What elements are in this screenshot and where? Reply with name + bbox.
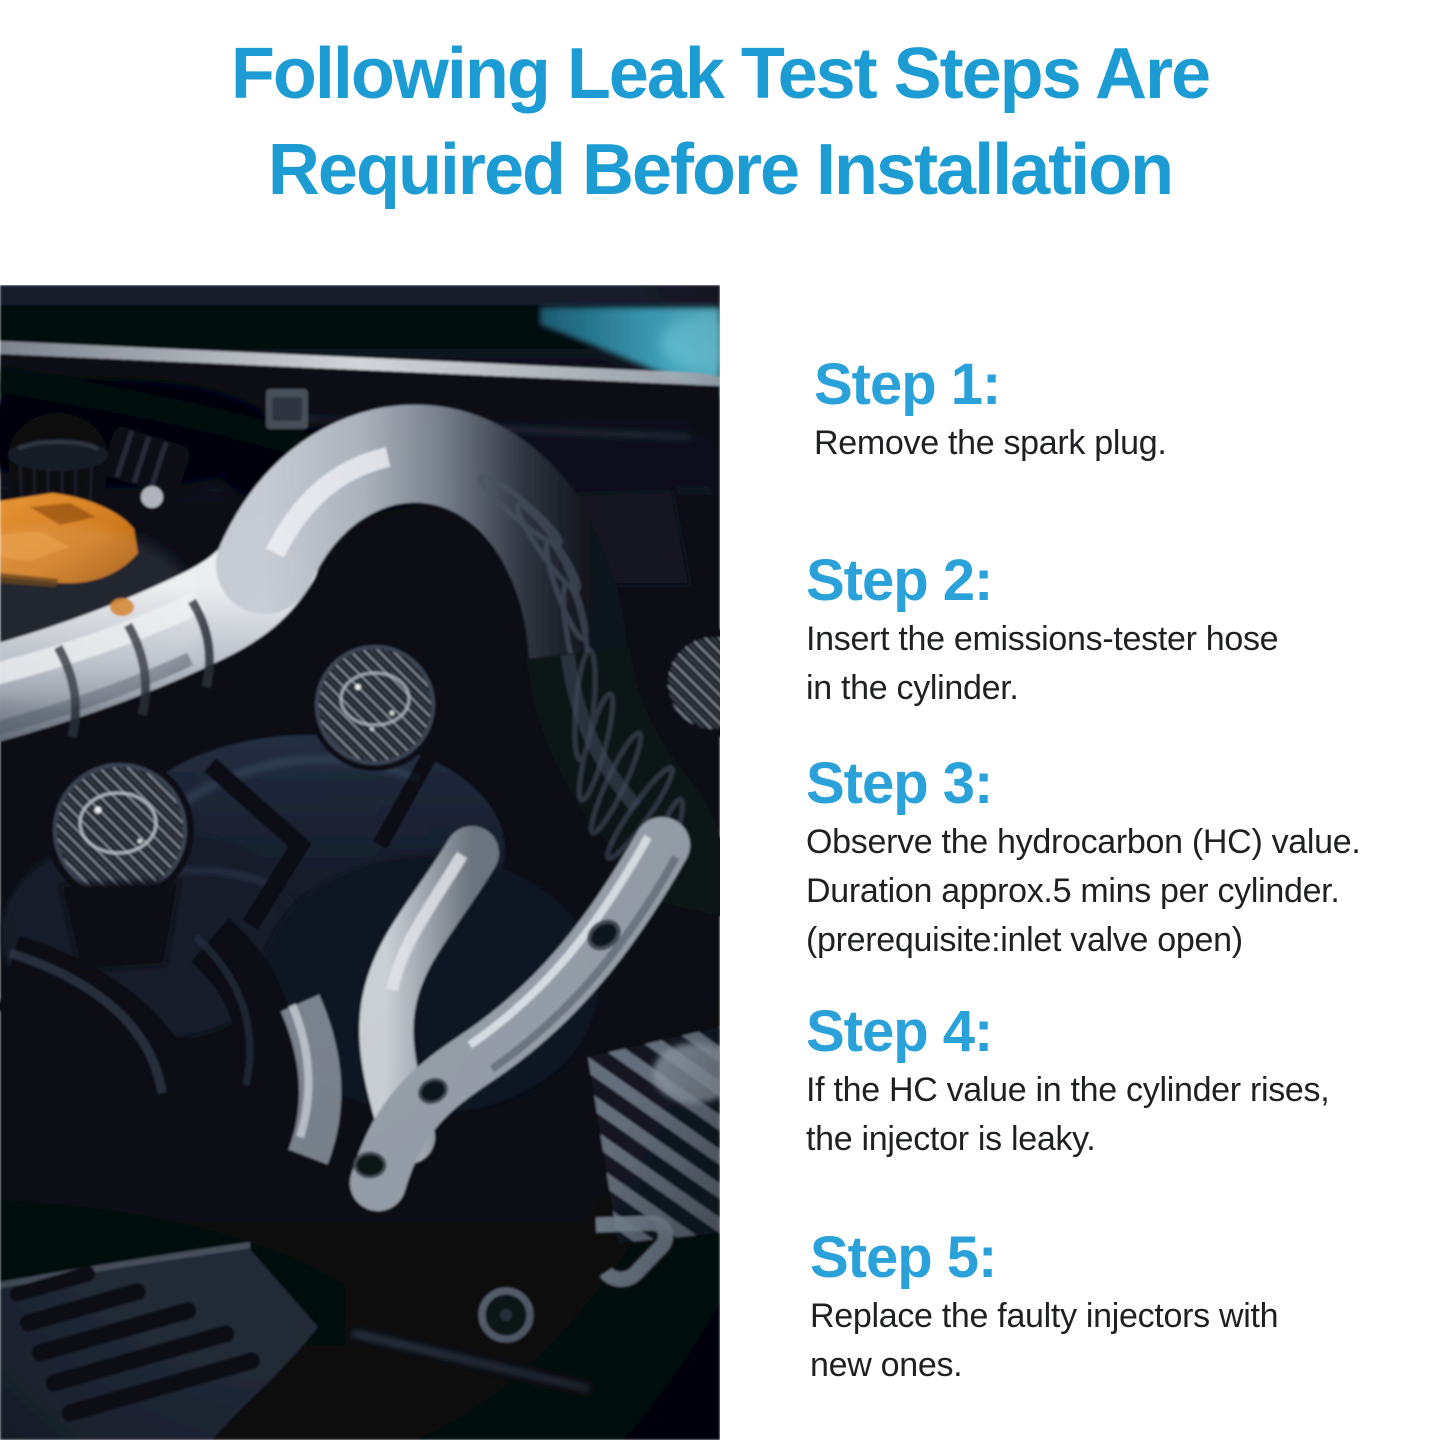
page-title-line2: Required Before Installation <box>267 130 1173 210</box>
step-5-line: Replace the faulty injectors with <box>810 1297 1279 1335</box>
step-5-line: new ones. <box>810 1346 963 1384</box>
step-4-heading: Step 4: <box>806 999 993 1064</box>
step-4 <box>806 1001 1329 1164</box>
step-3 <box>806 753 1361 965</box>
step-2-heading: Step 2: <box>806 548 993 613</box>
page-title-line1: Following Leak Test Steps Are <box>230 34 1210 114</box>
step-2-line: in the cylinder. <box>806 669 1019 707</box>
step-5 <box>810 1227 1278 1390</box>
step-3-heading: Step 3: <box>806 751 993 816</box>
step-4-line: If the HC value in the cylinder rises, <box>806 1071 1330 1109</box>
steps-column <box>806 0 1440 1440</box>
step-3-line: Duration approx.5 mins per cylinder. <box>806 872 1340 910</box>
step-1-heading: Step 1: <box>814 352 1001 417</box>
vignette <box>0 285 720 1440</box>
step-5-heading: Step 5: <box>810 1225 997 1290</box>
step-1 <box>814 354 1166 468</box>
step-4-line: the injector is leaky. <box>806 1120 1096 1158</box>
step-3-line: (prerequisite:inlet valve open) <box>806 921 1243 959</box>
engine-photo <box>0 285 720 1440</box>
step-1-line: Remove the spark plug. <box>814 424 1167 462</box>
step-2 <box>806 550 1278 713</box>
step-2-line: Insert the emissions-tester hose <box>806 620 1279 658</box>
step-3-line: Observe the hydrocarbon (HC) value. <box>806 823 1361 861</box>
